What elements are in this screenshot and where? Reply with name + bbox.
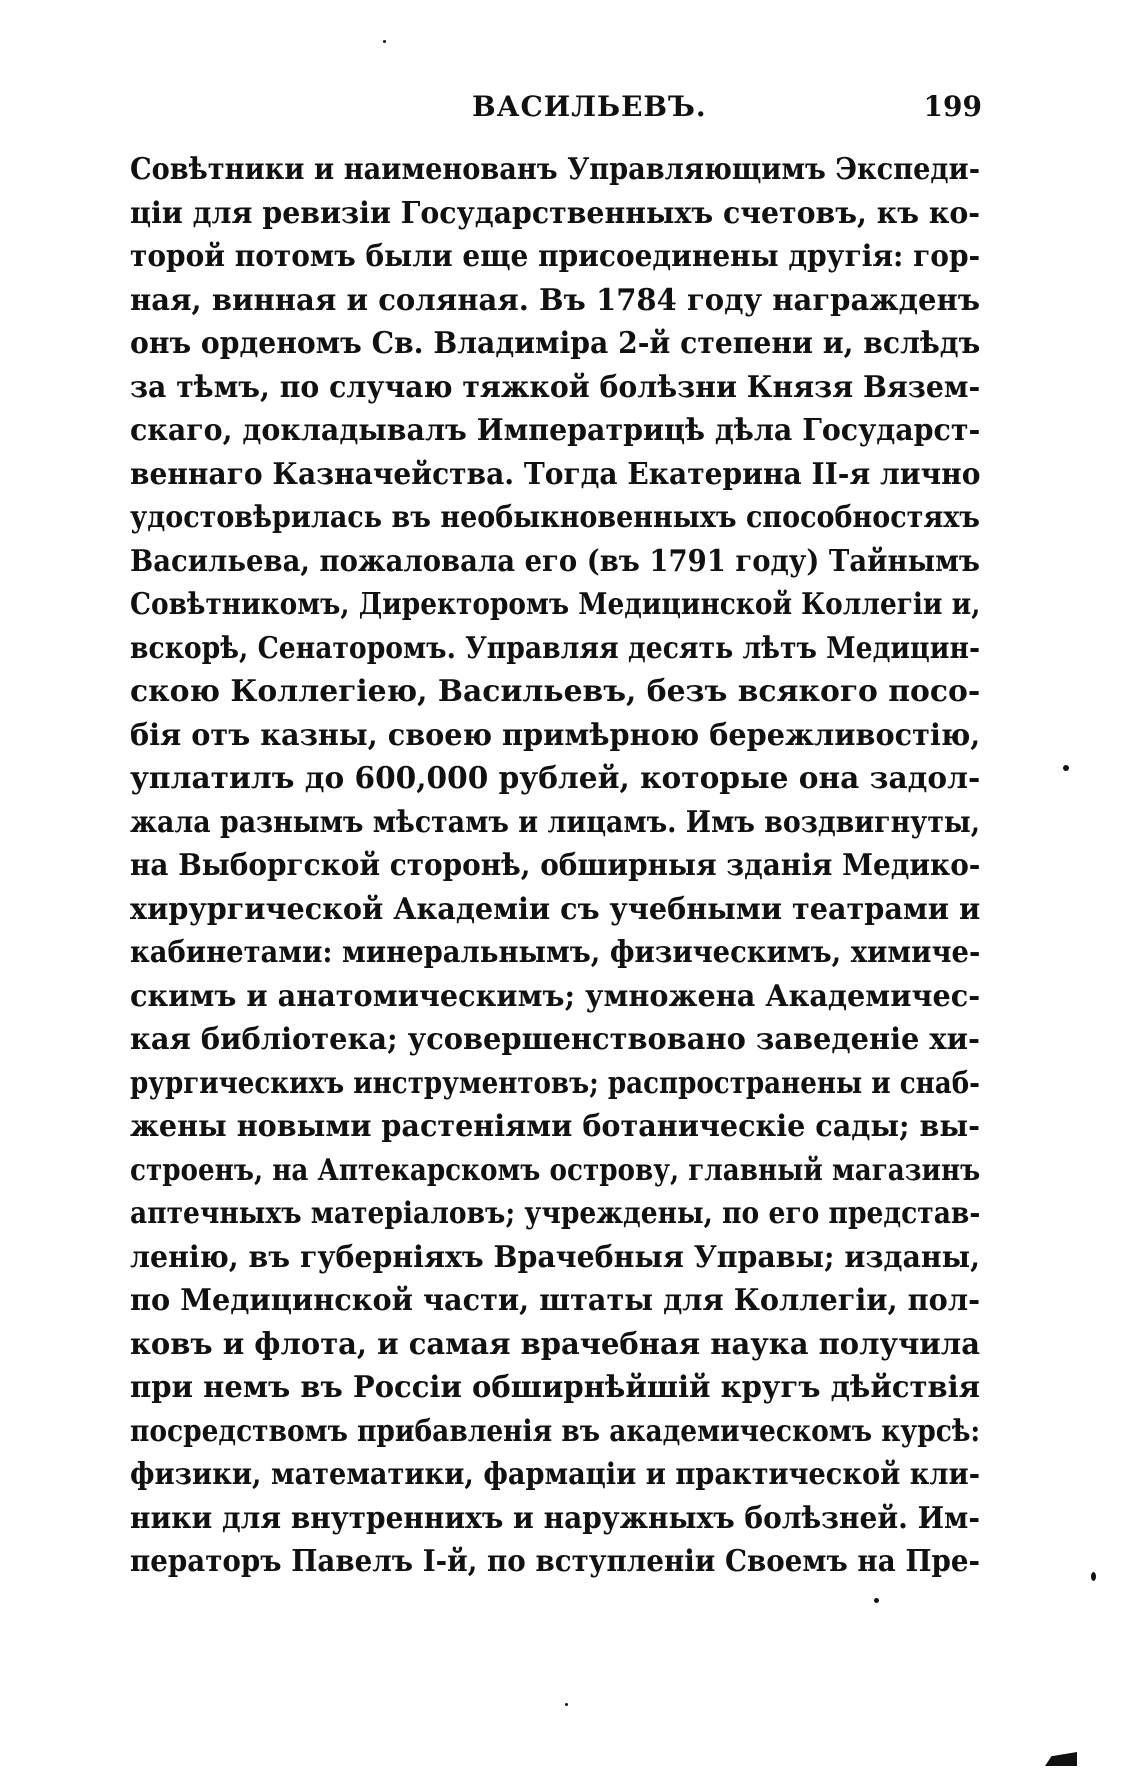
text-line: торой потомъ были еще присоединены другія: гор- bbox=[130, 239, 980, 274]
text-line: кая библіотека; усовершенствовано заведеніе хи- bbox=[130, 1022, 980, 1057]
text-line: вскорѣ, Сенаторомъ. Управляя десять лѣтъ Медицин- bbox=[130, 630, 980, 666]
text-line: ленію, въ губерніяхъ Врачебныя Управы; изданы, bbox=[130, 1239, 980, 1275]
text-line: ная, винная и соляная. Въ 1784 году награжденъ bbox=[130, 282, 980, 318]
text-line: аптечныхъ матеріаловъ; учреждены, по его представ- bbox=[130, 1196, 980, 1231]
text-line: строенъ, на Аптекарскомъ острову, главный магазинъ bbox=[130, 1152, 980, 1188]
corner-scan-mark bbox=[1045, 1752, 1077, 1766]
text-line: ціи для ревизіи Государственныхъ счетовъ, къ ко- bbox=[130, 195, 980, 231]
text-line: по Медицинской части, штаты для Коллегіи, пол- bbox=[130, 1283, 980, 1318]
text-line: онъ орденомъ Св. Владиміра 2-й степени и, вслѣдъ bbox=[130, 326, 980, 361]
text-line: веннаго Казначейства. Тогда Екатерина II-я лично bbox=[130, 456, 980, 492]
text-line: уплатилъ до 600,000 рублей, которые она задол- bbox=[130, 761, 980, 796]
page-header bbox=[132, 90, 982, 130]
text-line: скаго, докладывалъ Императрицѣ дѣла Государст- bbox=[130, 413, 980, 448]
text-line: жала разнымъ мѣстамъ и лицамъ. Имъ воздвигнуты, bbox=[130, 804, 980, 840]
text-line: рургическихъ инструментовъ; распространены и снаб- bbox=[130, 1065, 980, 1101]
text-line: за тѣмъ, по случаю тяжкой болѣзни Князя Вязем- bbox=[130, 369, 980, 405]
text-line: Совѣтники и наименованъ Управляющимъ Экспеди- bbox=[130, 152, 980, 187]
text-line: кабинетами: минеральнымъ, физическимъ, химиче- bbox=[130, 935, 980, 970]
ink-speck bbox=[1063, 765, 1069, 771]
running-head: ВАСИЛЬЕВЪ. bbox=[472, 90, 707, 123]
ink-speck bbox=[383, 40, 386, 43]
page-number: 199 bbox=[923, 90, 982, 123]
body-text bbox=[130, 148, 980, 1584]
text-line: Совѣтникомъ, Директоромъ Медицинской Коллегіи и, bbox=[130, 587, 980, 622]
text-line: скою Коллегіею, Васильевъ, безъ всякого посо- bbox=[130, 674, 980, 709]
text-line: при немъ въ Россіи обширнѣйшій кругъ дѣйствія bbox=[130, 1370, 980, 1405]
text-line: скимъ и анатомическимъ; умножена Академичес- bbox=[130, 978, 980, 1014]
text-line: удостовѣрилась въ необыкновенныхъ способностяхъ bbox=[130, 500, 980, 535]
text-line: физики, математики, фармаціи и практической кли- bbox=[130, 1457, 980, 1492]
ink-speck bbox=[1091, 1572, 1096, 1581]
text-line: хирургической Академіи съ учебными театрами и bbox=[130, 891, 980, 927]
text-line: ператоръ Павелъ I-й, по вступленіи Своемъ на Пре- bbox=[130, 1544, 980, 1579]
text-line: жены новыми растеніями ботаническіе сады; вы- bbox=[130, 1109, 980, 1144]
text-line: посредствомъ прибавленія въ академическомъ курсѣ: bbox=[130, 1413, 980, 1449]
text-line: Васильева, пожаловала его (въ 1791 году) Тайнымъ bbox=[130, 543, 980, 579]
text-line: ковъ и флота, и самая врачебная наука получила bbox=[130, 1326, 980, 1362]
text-line: ники для внутреннихъ и наружныхъ болѣзней. Им- bbox=[130, 1500, 980, 1536]
text-line: бія отъ казны, своею примѣрною бережливостію, bbox=[130, 717, 980, 753]
ink-speck bbox=[565, 1703, 568, 1706]
text-line: на Выборгской сторонѣ, обширныя зданія Медико- bbox=[130, 848, 980, 883]
ink-speck bbox=[874, 1598, 879, 1603]
